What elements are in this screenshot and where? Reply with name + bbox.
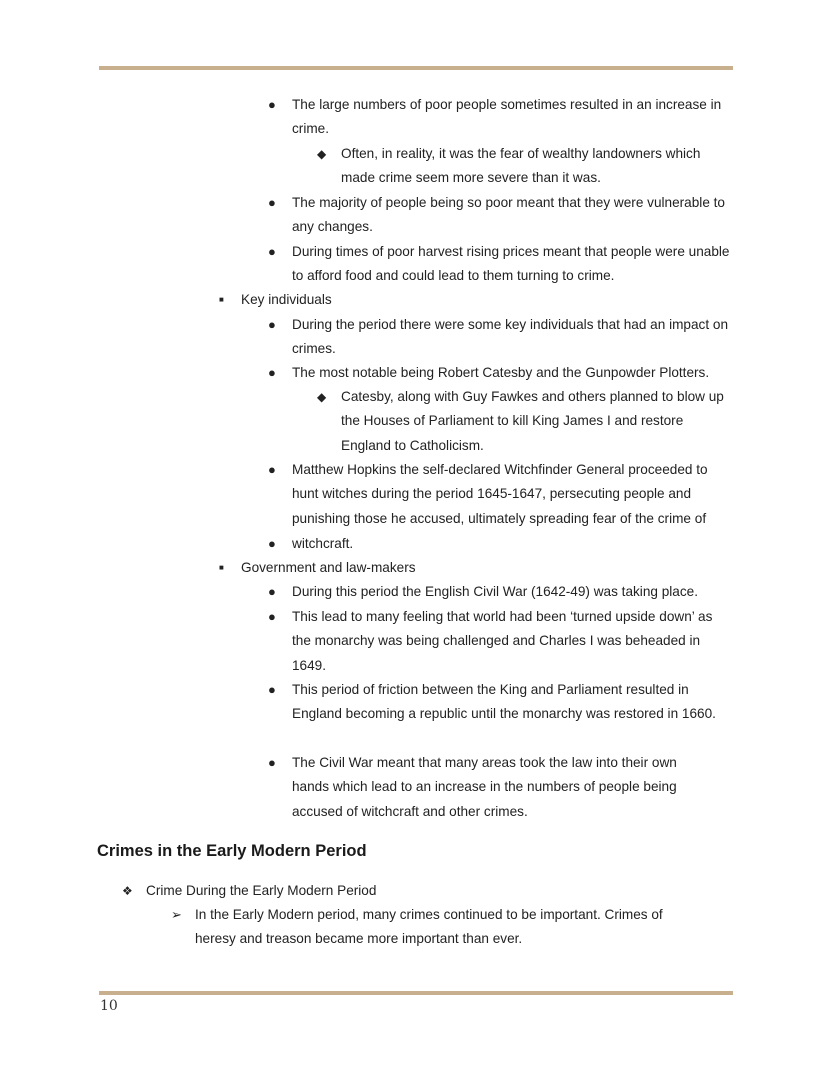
list-item: witchcraft.	[292, 536, 354, 551]
list-item: The most notable being Robert Catesby and the Gunpowder Plotters.	[292, 365, 710, 380]
bullet-dot: ●	[268, 365, 276, 380]
list-item: During the period there were some key individuals that had an impact on crimes.	[292, 317, 729, 357]
bullet-dot: ●	[268, 244, 276, 259]
list-item: The majority of people being so poor meant that they were vulnerable to any changes.	[292, 195, 725, 235]
list-item: During times of poor harvest rising prices meant that people were unable to afford food and could lead to them turning to crime.	[292, 244, 730, 284]
header-rule	[99, 66, 733, 70]
bullet-arrow: ➢	[171, 907, 182, 922]
bullet-diamond: ◆	[317, 147, 327, 161]
bullet-dot: ●	[268, 609, 276, 624]
section-heading: Crimes in the Early Modern Period	[97, 842, 367, 860]
footer-rule	[99, 991, 733, 995]
list-item: Often, in reality, it was the fear of wealthy landowners which made crime seem more severe than it was.	[341, 146, 701, 186]
bullet-diamond: ◆	[317, 390, 327, 404]
list-item: This lead to many feeling that world had been ‘turned upside down’ as the monarchy was being challenged and Charles I was beheaded in 1649.	[292, 609, 713, 673]
bullet-square: ■	[219, 295, 224, 304]
bullet-dot: ●	[268, 584, 276, 599]
list-item: In the Early Modern period, many crimes continued to be important. Crimes of heresy and treason became more important than ever.	[195, 907, 663, 947]
list-heading: Key individuals	[241, 292, 332, 307]
bullet-dot: ●	[268, 195, 276, 210]
bullet-dot: ●	[268, 462, 276, 477]
bullet-dot: ●	[268, 97, 276, 112]
list-item: During this period the English Civil War (1642-49) was taking place.	[292, 584, 698, 599]
bullet-dot: ●	[268, 317, 276, 332]
list-item: Catesby, along with Guy Fawkes and others planned to blow up the Houses of Parliament to kill King James I and restore England to Catholicism.	[341, 389, 724, 453]
list-item: This period of friction between the King and Parliament resulted in England becoming a republic until the monarchy was restored in 1660.	[292, 682, 716, 722]
list-heading: Crime During the Early Modern Period	[146, 883, 377, 898]
list-item: The large numbers of poor people sometimes resulted in an increase in crime.	[292, 97, 722, 137]
list-item: Matthew Hopkins the self-declared Witchfinder General proceeded to hunt witches during the period 1645-1647, persecuting people and punishing those he accused, ultimately spreading fear of the crime of	[292, 462, 708, 526]
page-number: 10	[100, 998, 118, 1014]
list-item: The Civil War meant that many areas took the law into their own hands which lead to an increase in the numbers of people being accused of witchcraft and other crimes.	[292, 755, 677, 819]
bullet-dot: ●	[268, 755, 276, 770]
bullet-dot: ●	[268, 536, 276, 551]
bullet-fleuron: ❖	[122, 884, 133, 898]
bullet-square: ■	[219, 563, 224, 572]
bullet-dot: ●	[268, 682, 276, 697]
list-heading: Government and law-makers	[241, 560, 416, 575]
